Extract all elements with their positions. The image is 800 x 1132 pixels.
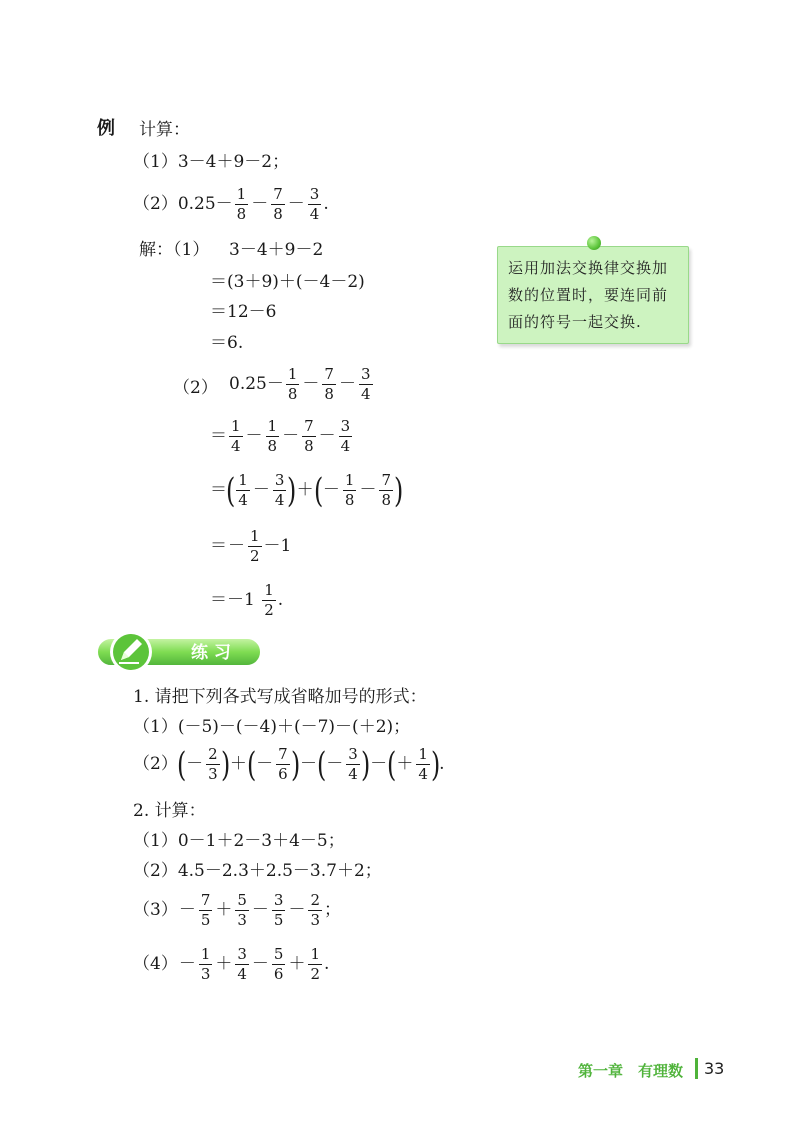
numerator: 5	[273, 945, 284, 963]
denominator: 8	[324, 385, 334, 403]
exercise1-q2	[133, 746, 445, 783]
right-paren: )	[290, 744, 300, 785]
footer-chapter: 第一章 有理数	[578, 1062, 684, 1080]
denominator: 3	[237, 911, 247, 929]
numerator: 1	[310, 945, 321, 963]
right-paren: )	[430, 744, 441, 785]
denominator: 4	[237, 965, 247, 983]
denominator: 4	[340, 437, 351, 455]
plus-sign: ＋	[229, 754, 247, 774]
numerator: 1	[238, 471, 248, 489]
q2-prefix: （2）0.25－	[133, 194, 233, 214]
solution1-line4: ＝6.	[210, 333, 244, 353]
exercise2-q2: （2）4.5－2.3＋2.5－3.7＋2；	[133, 861, 382, 881]
solution1-line3: ＝12－6	[210, 302, 277, 322]
denominator: 4	[231, 437, 241, 455]
numerator: 3	[273, 891, 284, 909]
denominator: 4	[309, 205, 320, 223]
plus-sign: ＋	[396, 754, 414, 774]
minus-sign: －	[318, 426, 336, 446]
right-paren: )	[360, 744, 371, 785]
page-number: 33	[704, 1059, 725, 1078]
fraction	[346, 746, 360, 783]
fraction	[339, 418, 353, 455]
numerator: 1	[287, 365, 298, 383]
right-paren: )	[287, 470, 297, 511]
denominator: 3	[208, 765, 218, 783]
exercise2-q4	[133, 946, 329, 983]
right-paren: )	[393, 470, 404, 511]
denominator: 5	[273, 911, 284, 929]
fraction	[276, 746, 290, 783]
denominator: 8	[304, 437, 314, 455]
numerator: 7	[304, 417, 314, 435]
numerator: 3	[348, 745, 358, 763]
solution2-line4	[210, 528, 291, 565]
denominator: 3	[200, 965, 211, 983]
minus-sign: －	[178, 954, 196, 974]
item-label: （3）	[133, 900, 178, 920]
denominator: 8	[381, 491, 391, 509]
solution1-line1: 3－4＋9－2	[229, 240, 324, 260]
fraction	[272, 892, 286, 929]
minus-sign: －	[228, 536, 245, 556]
plus-sign: ＋	[296, 480, 314, 500]
numerator: 1	[264, 581, 274, 599]
plus-sign: ＋	[215, 900, 233, 920]
denominator: 8	[287, 385, 298, 403]
fraction	[248, 528, 262, 565]
numerator: 2	[310, 891, 321, 909]
decimal-term: 0.25－	[229, 374, 284, 394]
solution-label: 解：（1）	[139, 240, 210, 260]
fraction	[235, 892, 249, 929]
minus-sign: －	[282, 426, 300, 446]
numerator: 1	[200, 945, 211, 963]
minus-sign: －	[302, 374, 320, 394]
solution1-line2: ＝(3＋9)＋(－4－2)	[210, 272, 365, 292]
period: .	[324, 954, 330, 974]
left-paren: (	[313, 470, 323, 511]
solution2-line2	[210, 418, 354, 455]
example-q2	[133, 186, 329, 223]
denominator: 4	[274, 491, 285, 509]
left-paren: (	[176, 744, 187, 785]
minus-sign: －	[251, 900, 269, 920]
fraction	[199, 946, 213, 983]
tip-note	[497, 246, 689, 344]
minus-sign: －	[256, 754, 274, 774]
minus-one: －1	[263, 536, 292, 556]
numerator: 3	[360, 365, 371, 383]
fraction	[235, 186, 249, 223]
fraction	[308, 892, 322, 929]
denominator: 8	[344, 491, 355, 509]
fraction	[199, 892, 213, 929]
numerator: 3	[309, 185, 320, 203]
fraction	[308, 186, 322, 223]
denominator: 2	[310, 965, 321, 983]
fraction	[343, 472, 357, 509]
minus-sign: －	[178, 900, 196, 920]
numerator: 1	[250, 527, 260, 545]
denominator: 4	[238, 491, 248, 509]
minus-sign: －	[370, 754, 388, 774]
left-paren: (	[246, 744, 257, 785]
period: .	[439, 754, 445, 774]
footer-divider	[695, 1058, 698, 1079]
exercise-banner	[95, 628, 265, 674]
numerator: 1	[418, 745, 428, 763]
fraction	[206, 746, 220, 783]
period: .	[323, 194, 329, 214]
mixed-number-whole: ＝－1	[210, 590, 255, 610]
example-label: 例	[97, 118, 115, 139]
numerator: 7	[324, 365, 334, 383]
minus-sign: －	[326, 754, 344, 774]
solution2-line3	[210, 472, 402, 509]
minus-sign: －	[251, 194, 269, 214]
minus-sign: －	[287, 194, 305, 214]
fraction	[262, 582, 276, 619]
numerator: 7	[200, 891, 211, 909]
numerator: 3	[237, 945, 247, 963]
period: .	[277, 590, 284, 610]
denominator: 8	[267, 437, 278, 455]
denominator: 8	[273, 205, 283, 223]
plus-sign: ＋	[288, 954, 306, 974]
left-paren: (	[387, 744, 397, 785]
numerator: 1	[344, 471, 355, 489]
equals-sign: ＝	[210, 480, 227, 500]
denominator: 4	[418, 765, 428, 783]
fraction	[273, 472, 287, 509]
exercise2-q3	[133, 892, 341, 929]
minus-sign: －	[288, 900, 306, 920]
denominator: 2	[264, 601, 274, 619]
fraction	[266, 418, 280, 455]
fraction	[229, 418, 243, 455]
item-label: （4）	[133, 954, 178, 974]
fraction	[272, 946, 286, 983]
numerator: 2	[208, 745, 218, 763]
minus-sign: －	[252, 480, 270, 500]
numerator: 3	[340, 417, 351, 435]
fraction	[359, 366, 373, 403]
semicolon: ；	[324, 900, 342, 920]
numerator: 3	[274, 471, 285, 489]
minus-sign: －	[322, 480, 340, 500]
numerator: 1	[267, 417, 278, 435]
denominator: 4	[348, 765, 358, 783]
exercise-banner-title: 练 习	[191, 643, 231, 663]
minus-sign: －	[338, 374, 356, 394]
tip-note-text: 运用加法交换律交换加数的位置时，要连同前面的符号一起交换.	[508, 259, 669, 331]
solution2-line5	[210, 582, 283, 619]
denominator: 3	[310, 911, 321, 929]
denominator: 6	[273, 965, 284, 983]
item-label: （2）	[133, 754, 178, 774]
denominator: 4	[360, 385, 371, 403]
fraction	[235, 946, 249, 983]
minus-sign: －	[359, 480, 377, 500]
plus-sign: ＋	[215, 954, 233, 974]
fraction	[308, 946, 322, 983]
minus-sign: －	[245, 426, 263, 446]
numerator: 1	[231, 417, 241, 435]
exercise2-title: 2. 计算：	[133, 801, 206, 821]
fraction	[286, 366, 300, 403]
exercise1-q1: （1）(－5)－(－4)＋(－7)－(＋2)；	[133, 717, 411, 737]
equals-sign: ＝	[210, 536, 227, 556]
denominator: 6	[278, 765, 288, 783]
minus-sign: －	[299, 754, 317, 774]
fraction	[379, 472, 393, 509]
denominator: 8	[236, 205, 247, 223]
left-paren: (	[225, 470, 236, 511]
numerator: 5	[237, 891, 247, 909]
example-q1: （1）3－4＋9－2；	[133, 152, 290, 172]
fraction	[236, 472, 250, 509]
numerator: 7	[273, 185, 283, 203]
numerator: 7	[278, 745, 288, 763]
example-title: 计算：	[139, 120, 190, 140]
fraction	[416, 746, 430, 783]
denominator: 2	[250, 547, 260, 565]
right-paren: )	[220, 744, 230, 785]
numerator: 1	[236, 185, 247, 203]
minus-sign: －	[251, 954, 269, 974]
fraction	[322, 366, 336, 403]
minus-sign: －	[186, 754, 204, 774]
solution2-line1	[229, 366, 375, 403]
exercise2-q1: （1）0－1＋2－3＋4－5；	[133, 831, 345, 851]
exercise1-title: 1. 请把下列各式写成省略加号的形式：	[133, 687, 427, 707]
fraction	[271, 186, 285, 223]
solution2-label: （2）	[173, 378, 218, 398]
denominator: 5	[200, 911, 211, 929]
numerator: 7	[381, 471, 391, 489]
left-paren: (	[316, 744, 327, 785]
fraction	[302, 418, 316, 455]
equals-sign: ＝	[210, 426, 227, 446]
pin-icon	[587, 236, 601, 250]
